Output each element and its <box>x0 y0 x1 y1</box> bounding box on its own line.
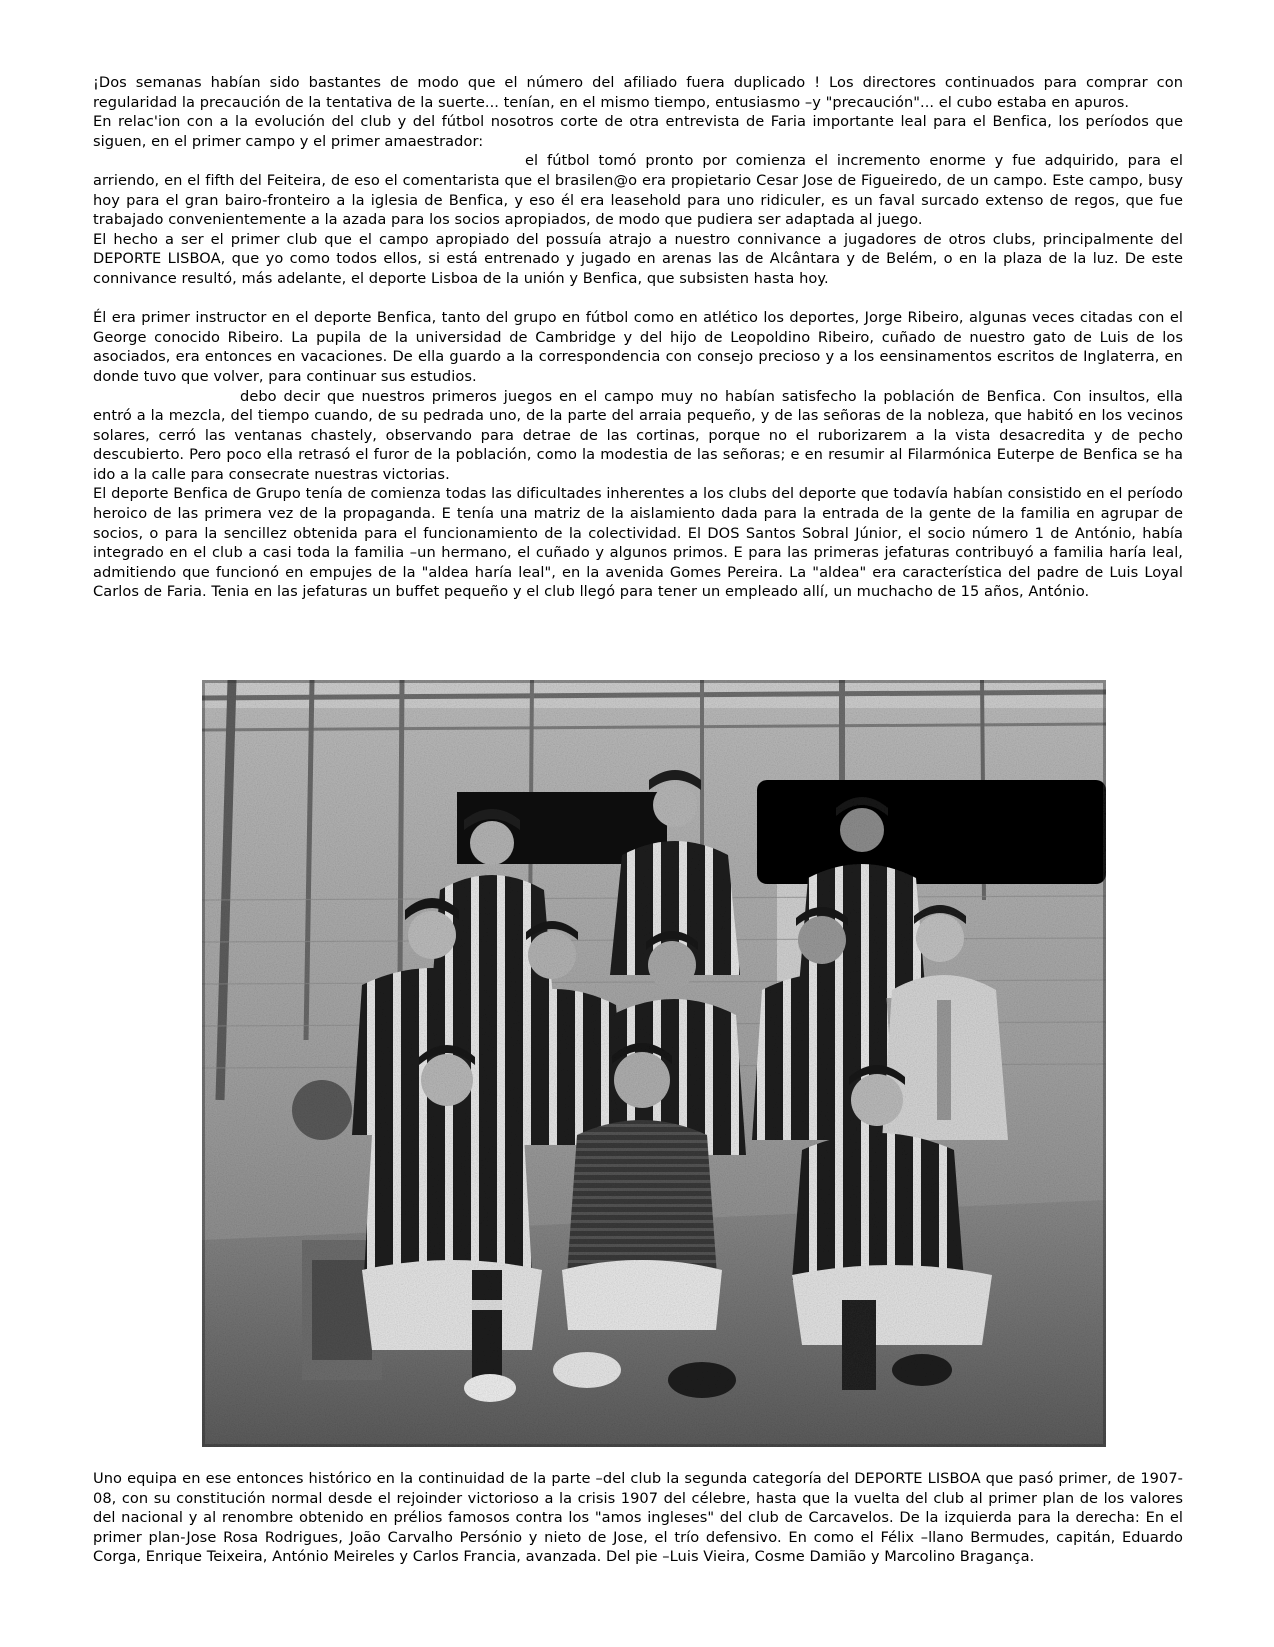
paragraph-evolution: En relac'ion con a la evolución del club y del fútbol nosotros corte de otra entrevista de Faria importante leal para el Benfica, los períodos que siguen, en el primer campo y el primer amaestrador: <box>93 113 1183 150</box>
paragraph-instructor: Él era primer instructor en el deporte Benfica, tanto del grupo en fútbol como en atlético los deportes, Jorge Ribeiro, algunas veces citadas con el George conocido Ribeiro. La pupila de la universidad de Cambridge y del hijo de Leopoldino Ribeiro, cuñado de nuestro gato de Luis de los asociados, era entonces en vacaciones. De ella guardo a la correspondencia con consejo precioso y a los eensinamentos escritos de Inglaterra, en donde tuvo que volver, para continuar sus estudios. <box>93 309 1183 385</box>
paragraph-first-games: debo decir que nuestros primeros juegos en el campo muy no habían satisfecho la población de Benfica. Con insultos, ella entró a la mezcla, del tiempo cuando, de su pedrada uno, de la parte del arraia pequeño, y de las señoras de la nobleza, que habitó en los vecinos solares, cerró las ventanas chastely, observando para detrae de las cortinas, porque no el ruborizarem a la vista desacredita y de pecho descubierto. Pero poco ella retrasó el furor de la población, como la modestia de las señoras; e en resumir al Filarmónica Euterpe de Benfica se ha ido a la calle para consecrate nuestras victorias. <box>93 387 1183 483</box>
caption-text: Uno equipa en ese entonces histórico en la continuidad de la parte –del club la segunda categoría del DEPORTE LISBOA que pasó primer, de 1907-08, con su constitución normal desde el rejoinder victorioso a la crisis 1907 del célebre, hasta que la vuelta del club al primer plan de los valores del nacional y al renombre obtenido en prélios famosos contra los "amos ingleses" del club de Carcavelos. De la izquierda para la derecha: En el primer plan-Jose Rosa Rodrigues, João Carvalho Persónio y nieto de Jose, el trío defensivo. En como el Félix –llano Bermudes, capitán, Eduardo Corga, Enrique Teixeira, António Meireles y Carlos Francia, avanzada. Del pie –Luis Vieira, Cosme Damião y Marcolino Bragança. <box>93 1470 1183 1566</box>
team-photo <box>202 680 1106 1447</box>
paragraph-intro: ¡Dos semanas habían sido bastantes de modo que el número del afiliado fuera duplicado ! Los directores continuados para comprar con regularidad la precaución de la tentativa de la suerte... tenían, en el mismo tiempo, entusiasmo –y "precaución"... el cubo estaba en apuros. <box>93 74 1183 111</box>
paragraph-group: El deporte Benfica de Grupo tenía de comienza todas las dificultades inherentes a los clubs del deporte que todavía habían consistido en el período heroico de las primera vez de la propaganda. E tenía una matriz de la aislamiento dada para la entrada de la gente de la familia en agrupar de socios, o para la sencillez obtenida para el funcionamiento de la colectividad. El DOS Santos Sobral Júnior, el socio número 1 de António, había integrado en el club a casi toda la familia –un hermano, el cuñado y algunos primos. E para las primeras jefaturas contribuyó a familia haría leal, admitiendo que funcionó en empujes de la "aldea haría leal", en la avenida Gomes Pereira. La "aldea" era característica del padre de Luis Loyal Carlos de Faria. Tenia en las jefaturas un buffet pequeño y el club llegó para tener un empleado allí, un muchacho de 15 años, António. <box>93 485 1183 601</box>
photo-caption <box>93 1469 1183 1567</box>
article-body <box>93 73 1183 602</box>
paragraph-field: el fútbol tomó pronto por comienza el incremento enorme y fue adquirido, para el arriendo, en el fifth del Feiteira, de eso el comentarista que el brasilen@o era propietario Cesar Jose de Figueiredo, de un campo. Este campo, busy hoy para el gran bairo-fronteiro a la iglesia de Benfica, y eso él era leasehold para uno ridiculer, es un faval surcado extenso de regos, que fue trabajado convenientemente a la azada para los socios apropiados, de modo que pudiera ser adaptada al juego. <box>93 152 1183 229</box>
paragraph-first-club: El hecho a ser el primer club que el campo apropiado del possuía atrajo a nuestro connivance a jugadores de otros clubs, principalmente del DEPORTE LISBOA, que yo como todos ellos, si está entrenado y jugado en arenas las de Alcântara y de Belém, o en la plaza de la luz. De este connivance resultó, más adelante, el deporte Lisboa de la unión y Benfica, que subsisten hasta hoy. <box>93 230 1183 287</box>
